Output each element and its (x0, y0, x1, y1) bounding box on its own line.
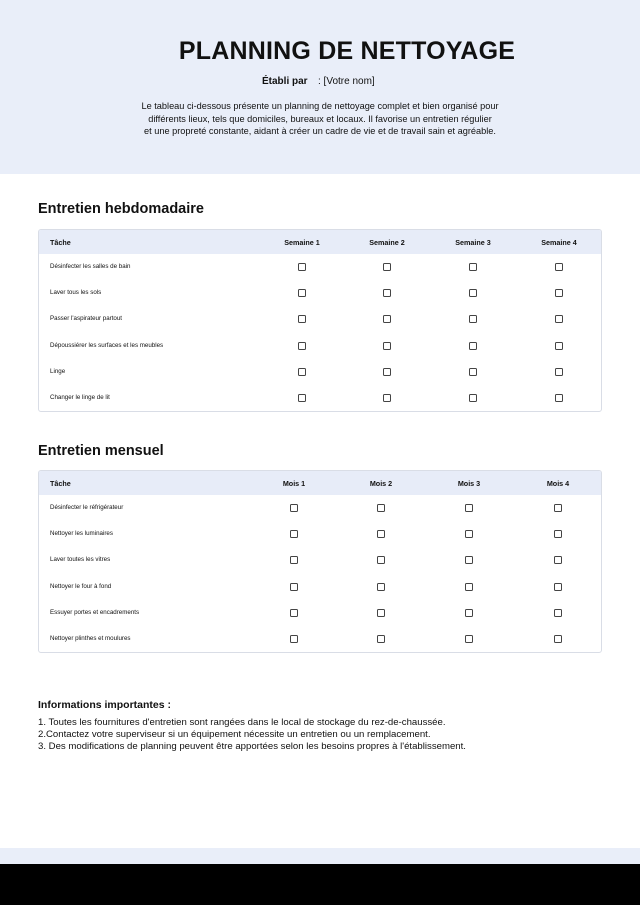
task-checkbox[interactable] (554, 583, 562, 591)
header-band (0, 0, 640, 174)
task-checkbox[interactable] (555, 289, 563, 297)
info-list (38, 717, 466, 754)
task-label: Désinfecter les salles de bain (50, 263, 131, 270)
task-label: Laver tous les sols (50, 289, 102, 297)
task-checkbox[interactable] (383, 342, 391, 350)
task-checkbox[interactable] (298, 368, 306, 376)
info-item: 3. Des modifications de planning peuvent être apportées selon les besoins propres à l'établissement. (38, 741, 466, 753)
column-header-period: Mois 3 (457, 479, 481, 488)
task-checkbox[interactable] (383, 263, 391, 271)
task-checkbox[interactable] (554, 530, 562, 538)
table-header (39, 471, 601, 495)
task-checkbox[interactable] (377, 635, 385, 643)
table-row (39, 521, 601, 547)
task-checkbox[interactable] (383, 394, 391, 402)
task-checkbox[interactable] (298, 289, 306, 297)
task-checkbox[interactable] (554, 556, 562, 564)
task-label: Dépoussiérer les surfaces et les meubles (50, 341, 164, 349)
table-row (39, 306, 601, 332)
info-item: 2.Contactez votre superviseur si un équipement nécessite un entretien ou un remplacement. (38, 729, 431, 741)
column-header-task: Tâche (50, 479, 71, 488)
task-checkbox[interactable] (469, 368, 477, 376)
info-title: Informations importantes : (38, 699, 172, 711)
task-label: Laver toutes les vitres (50, 556, 111, 564)
task-checkbox[interactable] (383, 368, 391, 376)
column-header-period: Semaine 3 (455, 238, 491, 247)
table-row (39, 547, 601, 573)
table-row (39, 600, 601, 626)
task-checkbox[interactable] (383, 315, 391, 323)
task-label: Linge (50, 367, 66, 375)
task-checkbox[interactable] (555, 394, 563, 402)
intro-line: Le tableau ci-dessous présente un planning de nettoyage complet et bien organisé pour (141, 101, 499, 111)
task-checkbox[interactable] (377, 556, 385, 564)
task-checkbox[interactable] (465, 609, 473, 617)
task-label: Nettoyer plinthes et moulures (50, 634, 131, 642)
task-checkbox[interactable] (465, 635, 473, 643)
task-checkbox[interactable] (469, 315, 477, 323)
info-item: 1. Toutes les fournitures d'entretien sont rangées dans le local de stockage du rez-de-chaussée. (38, 717, 446, 728)
task-checkbox[interactable] (465, 556, 473, 564)
task-checkbox[interactable] (298, 263, 306, 271)
task-checkbox[interactable] (290, 609, 298, 617)
table-row (39, 495, 601, 521)
table-row (39, 254, 601, 280)
task-checkbox[interactable] (469, 263, 477, 271)
column-header-period: Semaine 2 (369, 238, 405, 247)
task-label: Essuyer portes et encadrements (50, 608, 140, 616)
column-header-task: Tâche (50, 238, 71, 247)
task-checkbox[interactable] (383, 289, 391, 297)
table-header (39, 230, 601, 254)
table-row (39, 359, 601, 385)
table-row (39, 333, 601, 359)
column-header-period: Mois 2 (369, 479, 393, 488)
task-checkbox[interactable] (298, 315, 306, 323)
task-label: Désinfecter le réfrigérateur (50, 504, 124, 511)
task-checkbox[interactable] (290, 583, 298, 591)
task-checkbox[interactable] (290, 504, 298, 512)
author-label: Établi par (262, 76, 308, 87)
intro-line: et une propreté constante, aidant à créer un cadre de vie et de travail sain et agréable. (144, 126, 496, 136)
column-header-period: Semaine 4 (541, 238, 577, 247)
table-row (39, 574, 601, 600)
footer-bar (0, 864, 640, 905)
task-checkbox[interactable] (465, 530, 473, 538)
task-checkbox[interactable] (469, 342, 477, 350)
task-checkbox[interactable] (377, 504, 385, 512)
page-title: PLANNING DE NETTOYAGE (178, 37, 516, 65)
task-checkbox[interactable] (469, 289, 477, 297)
task-checkbox[interactable] (555, 342, 563, 350)
column-header-period: Mois 1 (282, 479, 306, 488)
monthly-table (38, 470, 602, 653)
task-checkbox[interactable] (290, 635, 298, 643)
footer-band (0, 848, 640, 864)
task-checkbox[interactable] (465, 583, 473, 591)
task-checkbox[interactable] (465, 504, 473, 512)
task-checkbox[interactable] (298, 394, 306, 402)
task-checkbox[interactable] (555, 315, 563, 323)
column-header-period: Semaine 1 (284, 238, 320, 247)
task-checkbox[interactable] (377, 609, 385, 617)
task-checkbox[interactable] (298, 342, 306, 350)
weekly-section-title: Entretien hebdomadaire (38, 201, 204, 217)
intro-line: différents lieux, tels que domiciles, bureaux et locaux. Il favorise un entretien régulier (148, 113, 492, 124)
table-row (39, 626, 601, 652)
author-value[interactable]: : [Votre nom] (318, 76, 375, 87)
monthly-section-title: Entretien mensuel (38, 443, 164, 459)
task-label: Nettoyer les luminaires (50, 530, 113, 538)
task-checkbox[interactable] (377, 583, 385, 591)
task-checkbox[interactable] (469, 394, 477, 402)
task-checkbox[interactable] (554, 504, 562, 512)
task-checkbox[interactable] (554, 609, 562, 617)
task-checkbox[interactable] (555, 368, 563, 376)
task-checkbox[interactable] (555, 263, 563, 271)
task-checkbox[interactable] (290, 556, 298, 564)
task-checkbox[interactable] (554, 635, 562, 643)
task-label: Passer l'aspirateur partout (50, 315, 123, 323)
table-row (39, 385, 601, 411)
task-checkbox[interactable] (290, 530, 298, 538)
task-checkbox[interactable] (377, 530, 385, 538)
column-header-period: Mois 4 (546, 479, 570, 488)
weekly-table (38, 229, 602, 412)
task-label: Nettoyer le four à fond (50, 582, 112, 590)
task-label: Changer le linge de lit (50, 393, 110, 401)
table-row (39, 280, 601, 306)
intro-text (120, 100, 520, 138)
